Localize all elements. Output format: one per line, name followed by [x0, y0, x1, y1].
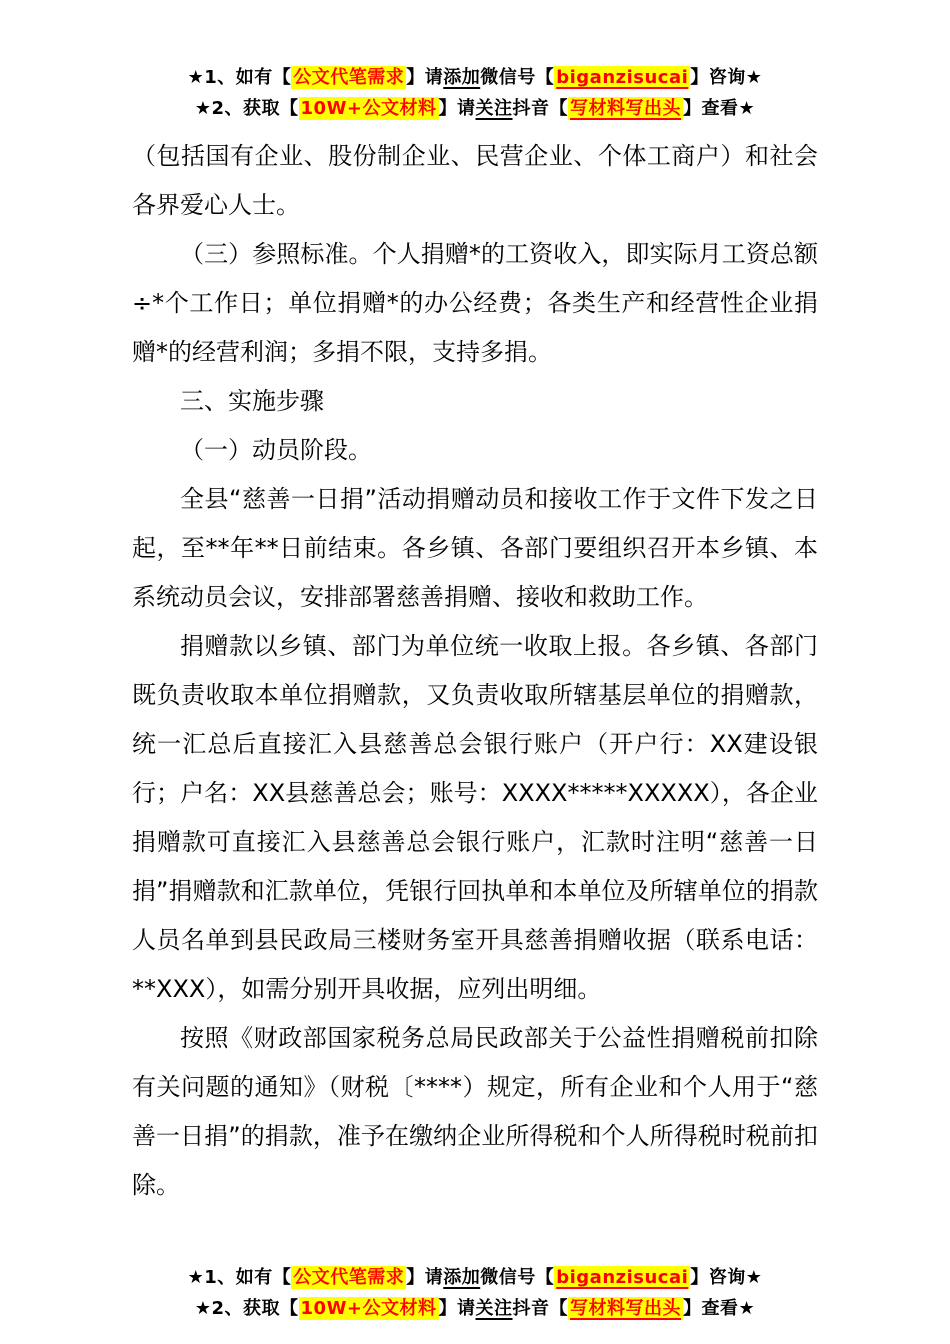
promo-line-1 [0, 62, 950, 93]
paragraph: （三）参照标准。个人捐赠*的工资收入，即实际月工资总额÷*个工作日；单位捐赠*的办公经费；各类生产和经营性企业捐赠*的经营利润；多捐不限，支持多捐。 [132, 240, 818, 366]
text-segment: 】请 [406, 1267, 444, 1288]
text-segment: 关注 [475, 98, 513, 119]
paragraph: （包括国有企业、股份制企业、民营企业、个体工商户）和社会各界爱心人士。 [132, 142, 818, 219]
text-segment: 关注 [475, 1298, 513, 1319]
paragraph: 捐赠款以乡镇、部门为单位统一收取上报。各乡镇、各部门既负责收取本单位捐赠款，又负责收取所辖基层单位的捐赠款，统一汇总后直接汇入县慈善总会银行账户（开户行：XX建设银行；户名：XX县慈善总会；账号：XXXX*****XXXXX），各企业捐赠款可直接汇入县慈善总会银行账户，汇款时注明“慈善一日捐”捐赠款和汇款单位，凭银行回执单和本单位及所辖单位的捐款人员名单到县民政局三楼财务室开具慈善捐赠收据（联系电话：**XXX），如需分别开具收据，应列出明细。 [132, 632, 818, 1003]
text-segment: biganzisucai [556, 1267, 689, 1288]
text-segment: 】查看★ [683, 1298, 756, 1319]
text-segment: ★2、获取【 [194, 1298, 299, 1319]
paragraph: 全县“慈善一日捐”活动捐赠动员和接收工作于文件下发之日起，至**年**日前结束。各乡镇、各部门要组织召开本乡镇、本系统动员会议，安排部署慈善捐赠、接收和救助工作。 [132, 485, 818, 611]
paragraph: （一）动员阶段。 [180, 436, 372, 464]
text-segment: 写材料写出头 [570, 1298, 682, 1319]
text-segment: 】请 [406, 67, 444, 88]
text-segment: ★1、如有【 [187, 67, 292, 88]
text-segment: 】咨询★ [690, 67, 763, 88]
promo-line-2 [0, 1293, 950, 1324]
paragraph: 按照《财政部国家税务总局民政部关于公益性捐赠税前扣除有关问题的通知》（财税〔****）规定，所有企业和个人用于“慈善一日捐”的捐款，准予在缴纳企业所得税和个人所得税时税前扣除。 [132, 1024, 818, 1199]
promo-line-2 [0, 93, 950, 124]
text-segment: 抖音【 [512, 98, 569, 119]
text-segment: 微信号【 [480, 1267, 555, 1288]
text-segment: 公文代笔需求 [293, 67, 405, 88]
text-segment: 】请 [438, 1298, 476, 1319]
text-segment: 写材料写出头 [570, 98, 682, 119]
text-segment: ★2、获取【 [194, 98, 299, 119]
text-segment: 】查看★ [683, 98, 756, 119]
text-segment: 10W+公文材料 [300, 1298, 437, 1319]
text-segment: 抖音【 [512, 1298, 569, 1319]
text-segment: 添加 [443, 67, 481, 88]
text-segment: ★1、如有【 [187, 1267, 292, 1288]
text-segment: 10W+公文材料 [300, 98, 437, 119]
paragraph: 三、实施步骤 [180, 387, 324, 415]
promo-banner-top [0, 0, 950, 124]
text-segment: 微信号【 [480, 67, 555, 88]
promo-line-1 [0, 1262, 950, 1293]
text-segment: biganzisucai [556, 67, 689, 88]
text-segment: 公文代笔需求 [293, 1267, 405, 1288]
promo-banner-bottom [0, 1262, 950, 1324]
text-segment: 】请 [438, 98, 476, 119]
text-segment: 】咨询★ [690, 1267, 763, 1288]
document-body [132, 132, 818, 1210]
text-segment: 添加 [443, 1267, 481, 1288]
